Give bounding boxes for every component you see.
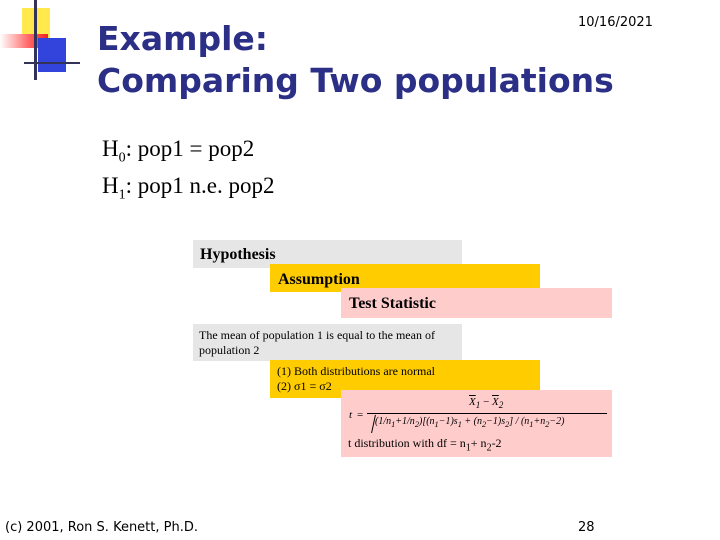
den-part-i: −2): [549, 416, 565, 427]
hypothesis-description: The mean of population 1 is equal to the mean of population 2: [199, 328, 435, 357]
formula-equals: =: [357, 409, 364, 421]
assumption-normal: (1) Both distributions are normal: [277, 364, 435, 378]
numerator-x1-sub: 1: [475, 400, 481, 411]
den-sub-e: 2: [481, 420, 487, 429]
title-line-2: Comparing Two populations: [97, 61, 614, 100]
formula-t: t: [349, 409, 353, 421]
den-part-c: )[(n: [418, 416, 435, 427]
test-statistic-header: Test Statistic: [349, 295, 436, 312]
numerator-x2-sub: 2: [498, 400, 504, 411]
dist-suffix: -2: [491, 436, 502, 450]
h1-subscript: 1: [118, 187, 126, 203]
t-distribution-text: [348, 436, 502, 453]
hypothesis-description-box: [193, 324, 462, 361]
slide-title: [97, 18, 614, 102]
h0-text: : pop1 = pop2: [125, 136, 255, 161]
formula-fraction-line: [367, 413, 607, 414]
page-number: 28: [578, 520, 595, 535]
assumption-header: Assumption: [278, 271, 360, 288]
logo-vertical-line: [34, 0, 37, 80]
logo-blue-square: [38, 38, 66, 72]
h1-symbol: H: [102, 173, 119, 198]
den-part-d: −1)s: [438, 416, 458, 427]
den-part-f: −1)s: [486, 416, 506, 427]
den-sub-b: 2: [414, 420, 419, 429]
footer-credit: (c) 2001, Ron S. Kenett, Ph.D.: [5, 520, 198, 535]
slide-logo: [0, 0, 80, 85]
formula-denominator: [375, 416, 564, 429]
h1-text: : pop1 n.e. pop2: [125, 173, 275, 198]
h0-subscript: 0: [118, 150, 126, 166]
dist-mid: + n: [470, 436, 487, 450]
assumption-equal-variance: (2) σ1 = σ2: [277, 379, 332, 393]
den-part-a: (1/n: [375, 416, 392, 427]
alternative-hypothesis: [102, 173, 274, 204]
t-statistic-formula: [347, 396, 609, 434]
numerator-x2: $\overline{X}$: [492, 396, 499, 408]
dist-sub-1: 1: [465, 442, 471, 454]
den-part-g: ] / (n: [509, 416, 530, 427]
den-part-h: +n: [533, 416, 546, 427]
hypothesis-header: Hypothesis: [200, 246, 276, 263]
numerator-x1: $\overline{X}$: [469, 396, 476, 408]
dist-sub-2: 2: [486, 442, 492, 454]
den-sub-d: 1: [457, 420, 462, 429]
dist-prefix: t distribution with df = n: [348, 436, 466, 450]
den-sub-h: 2: [545, 420, 550, 429]
h0-symbol: H: [102, 136, 119, 161]
test-statistic-header-box: [341, 288, 612, 318]
formula-numerator: [469, 396, 503, 410]
den-part-b: +1/n: [395, 416, 415, 427]
den-sub-g: 1: [529, 420, 534, 429]
title-line-1: Example:: [97, 19, 268, 58]
null-hypothesis: [102, 136, 254, 167]
den-part-e: + (n: [461, 416, 482, 427]
logo-horizontal-line: [24, 62, 80, 64]
numerator-minus: −: [483, 396, 490, 408]
test-statistic-description-box: [341, 390, 612, 457]
den-sub-f: 2: [505, 420, 510, 429]
slide-date: 10/16/2021: [578, 15, 653, 30]
den-sub-a: 1: [391, 420, 396, 429]
den-sub-c: 1: [434, 420, 439, 429]
